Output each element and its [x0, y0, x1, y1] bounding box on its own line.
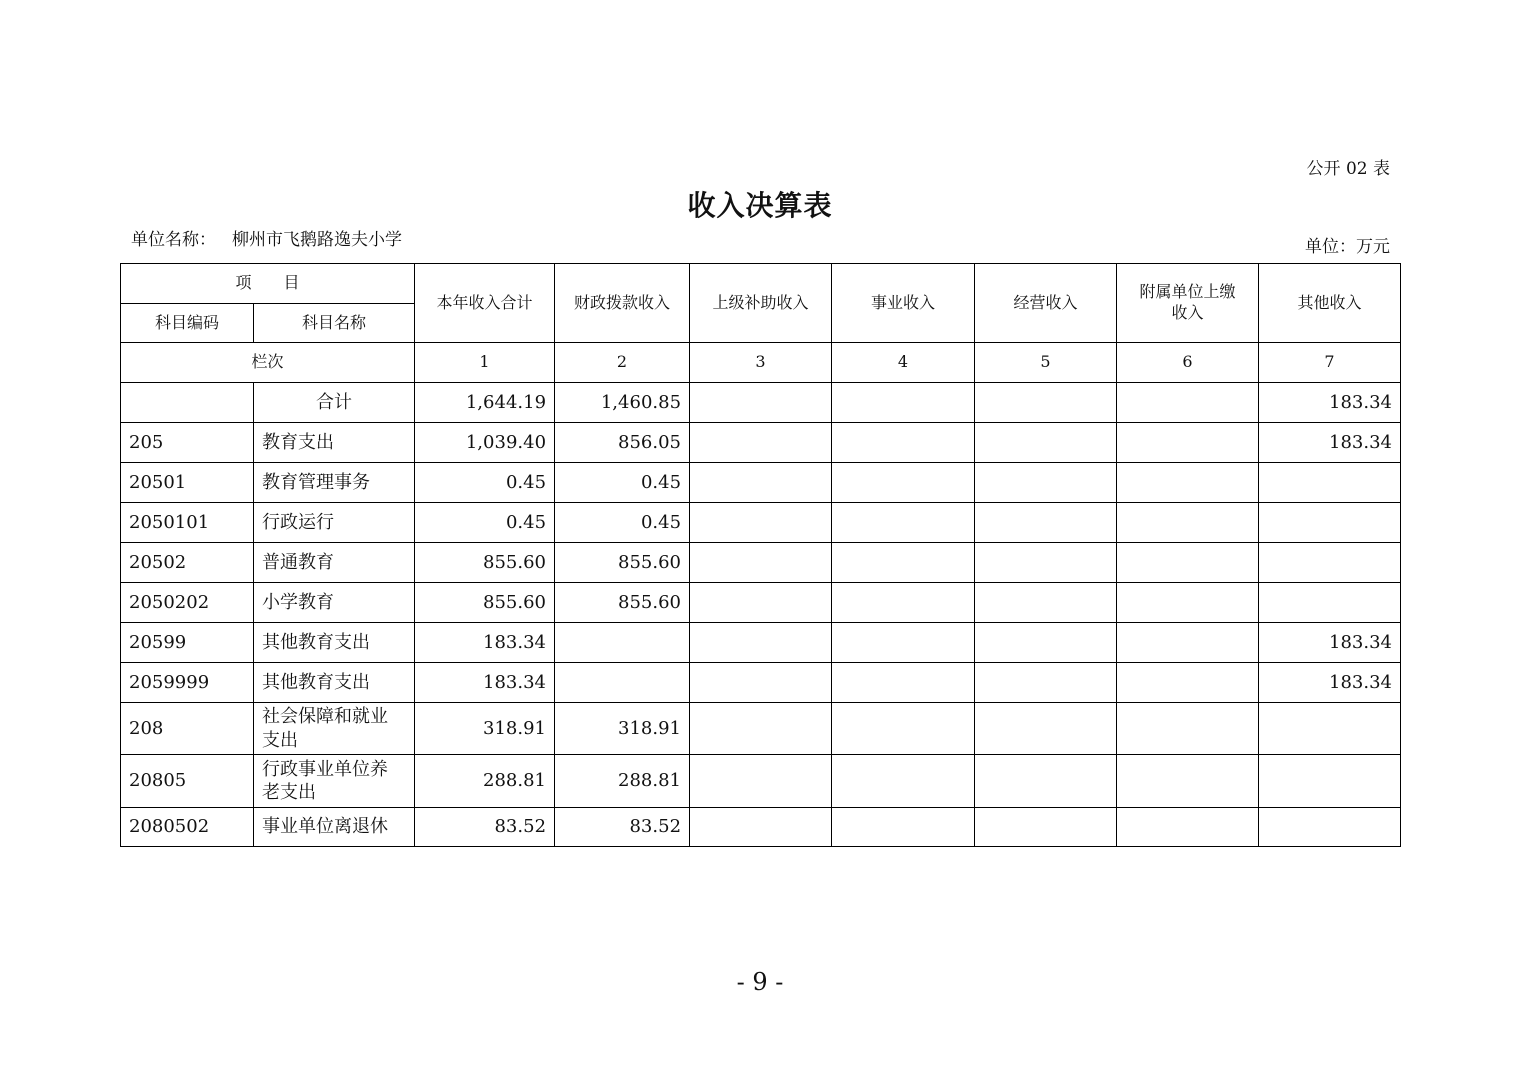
col-index-3: 3 [690, 343, 832, 383]
cell-col-6 [1117, 703, 1259, 755]
col-index-1: 1 [415, 343, 555, 383]
cell-col-4 [832, 808, 975, 847]
cell-name-line2: 支出 [262, 729, 298, 751]
cell-col-6 [1117, 383, 1259, 423]
cell-col-3 [690, 383, 832, 423]
cell-code: 20599 [121, 623, 254, 663]
cell-col-5 [975, 583, 1117, 623]
cell-name-line2: 老支出 [262, 782, 316, 803]
col-index-4: 4 [832, 343, 975, 383]
cell-col-2: 855.60 [555, 543, 690, 583]
cell-name-line1: 行政事业单位养 [262, 758, 388, 780]
cell-code: 20805 [121, 755, 254, 808]
table-row [121, 503, 1401, 543]
cell-name: 其他教育支出 [254, 623, 415, 663]
cell-col-7 [1259, 543, 1401, 583]
col-index-2: 2 [555, 343, 690, 383]
cell-col-2: 1,460.85 [555, 383, 690, 423]
cell-col-2: 0.45 [555, 463, 690, 503]
table-row [121, 543, 1401, 583]
cell-code [121, 383, 254, 423]
cell-col-7: 183.34 [1259, 663, 1401, 703]
table-row [121, 463, 1401, 503]
cell-col-4 [832, 623, 975, 663]
cell-col-7 [1259, 755, 1401, 808]
col-index-5: 5 [975, 343, 1117, 383]
header-col-1: 本年收入合计 [415, 264, 555, 343]
cell-col-3 [690, 663, 832, 703]
table-row [121, 808, 1401, 847]
cell-col-6 [1117, 755, 1259, 808]
cell-name: 普通教育 [254, 543, 415, 583]
cell-name: 其他教育支出 [254, 663, 415, 703]
income-statement-table [120, 263, 1401, 847]
cell-name [254, 703, 415, 755]
cell-col-1: 1,644.19 [415, 383, 555, 423]
cell-col-6 [1117, 423, 1259, 463]
col-index-7: 7 [1259, 343, 1401, 383]
cell-col-7 [1259, 808, 1401, 847]
cell-col-6 [1117, 543, 1259, 583]
header-col-4: 事业收入 [832, 264, 975, 343]
page-number: - 9 - [736, 968, 784, 996]
cell-col-1: 0.45 [415, 503, 555, 543]
cell-code: 20502 [121, 543, 254, 583]
cell-col-1: 183.34 [415, 623, 555, 663]
cell-col-3 [690, 423, 832, 463]
currency-unit: 单位：万元 [1305, 237, 1390, 257]
table-row-total [121, 383, 1401, 423]
header-col-6 [1117, 264, 1259, 343]
cell-col-1: 855.60 [415, 583, 555, 623]
cell-col-6 [1117, 623, 1259, 663]
cell-col-7: 183.34 [1259, 623, 1401, 663]
header-col-3: 上级补助收入 [690, 264, 832, 343]
cell-col-5 [975, 703, 1117, 755]
cell-col-3 [690, 463, 832, 503]
table-row [121, 755, 1401, 808]
cell-col-3 [690, 503, 832, 543]
cell-col-5 [975, 663, 1117, 703]
table-row [121, 423, 1401, 463]
cell-col-1: 1,039.40 [415, 423, 555, 463]
header-col-2: 财政拨款收入 [555, 264, 690, 343]
cell-col-1: 0.45 [415, 463, 555, 503]
header-name: 科目名称 [254, 304, 415, 343]
cell-code: 2050202 [121, 583, 254, 623]
cell-col-5 [975, 808, 1117, 847]
cell-col-4 [832, 503, 975, 543]
cell-col-1: 855.60 [415, 543, 555, 583]
cell-col-7 [1259, 583, 1401, 623]
header-row-1 [121, 264, 1401, 304]
header-code: 科目编码 [121, 304, 254, 343]
cell-col-2: 83.52 [555, 808, 690, 847]
cell-col-6 [1117, 583, 1259, 623]
cell-code: 20501 [121, 463, 254, 503]
unit-name-label: 单位名称： [131, 230, 216, 250]
cell-col-5 [975, 463, 1117, 503]
cell-col-6 [1117, 503, 1259, 543]
page-title: 收入决算表 [687, 189, 833, 222]
cell-name: 事业单位离退休 [254, 808, 415, 847]
header-item: 项 目 [121, 264, 415, 304]
cell-name: 教育支出 [254, 423, 415, 463]
cell-col-1: 318.91 [415, 703, 555, 755]
cell-col-5 [975, 423, 1117, 463]
cell-col-4 [832, 583, 975, 623]
form-number: 公开 02 表 [1306, 159, 1390, 179]
cell-col-4 [832, 755, 975, 808]
cell-name: 行政运行 [254, 503, 415, 543]
cell-name: 小学教育 [254, 583, 415, 623]
table-row [121, 703, 1401, 755]
header-col-5: 经营收入 [975, 264, 1117, 343]
cell-code: 205 [121, 423, 254, 463]
cell-col-2: 0.45 [555, 503, 690, 543]
cell-col-5 [975, 623, 1117, 663]
column-index-row [121, 343, 1401, 383]
cell-col-3 [690, 543, 832, 583]
cell-col-3 [690, 583, 832, 623]
unit-name-line [131, 225, 402, 250]
cell-col-4 [832, 703, 975, 755]
cell-name: 教育管理事务 [254, 463, 415, 503]
cell-col-3 [690, 623, 832, 663]
cell-col-5 [975, 383, 1117, 423]
cell-col-2: 856.05 [555, 423, 690, 463]
cell-name [254, 755, 415, 808]
cell-col-7 [1259, 703, 1401, 755]
cell-col-6 [1117, 463, 1259, 503]
cell-col-7: 183.34 [1259, 423, 1401, 463]
cell-col-7 [1259, 503, 1401, 543]
cell-col-2 [555, 623, 690, 663]
cell-col-5 [975, 503, 1117, 543]
table-row [121, 663, 1401, 703]
table-row [121, 583, 1401, 623]
col-index-6: 6 [1117, 343, 1259, 383]
cell-col-4 [832, 463, 975, 503]
cell-col-2: 855.60 [555, 583, 690, 623]
cell-col-5 [975, 755, 1117, 808]
row-label: 栏次 [121, 343, 415, 383]
cell-code: 2050101 [121, 503, 254, 543]
cell-col-6 [1117, 808, 1259, 847]
header-col-6-line1: 附属单位上缴 [1139, 282, 1236, 302]
cell-col-4 [832, 663, 975, 703]
unit-name-value: 柳州市飞鹅路逸夫小学 [232, 230, 402, 250]
cell-col-7: 183.34 [1259, 383, 1401, 423]
cell-col-1: 288.81 [415, 755, 555, 808]
cell-name-line1: 社会保障和就业 [262, 706, 388, 728]
cell-name: 合计 [254, 383, 415, 423]
header-col-6-line2: 收入 [1171, 303, 1204, 322]
cell-col-7 [1259, 463, 1401, 503]
header-col-7: 其他收入 [1259, 264, 1401, 343]
cell-col-4 [832, 543, 975, 583]
cell-col-2 [555, 663, 690, 703]
cell-col-1: 183.34 [415, 663, 555, 703]
table-row [121, 623, 1401, 663]
cell-col-2: 288.81 [555, 755, 690, 808]
cell-col-1: 83.52 [415, 808, 555, 847]
cell-col-3 [690, 755, 832, 808]
cell-code: 2059999 [121, 663, 254, 703]
cell-col-3 [690, 808, 832, 847]
cell-col-3 [690, 703, 832, 755]
cell-col-5 [975, 543, 1117, 583]
cell-col-6 [1117, 663, 1259, 703]
cell-code: 208 [121, 703, 254, 755]
cell-col-4 [832, 383, 975, 423]
cell-code: 2080502 [121, 808, 254, 847]
cell-col-4 [832, 423, 975, 463]
cell-col-2: 318.91 [555, 703, 690, 755]
